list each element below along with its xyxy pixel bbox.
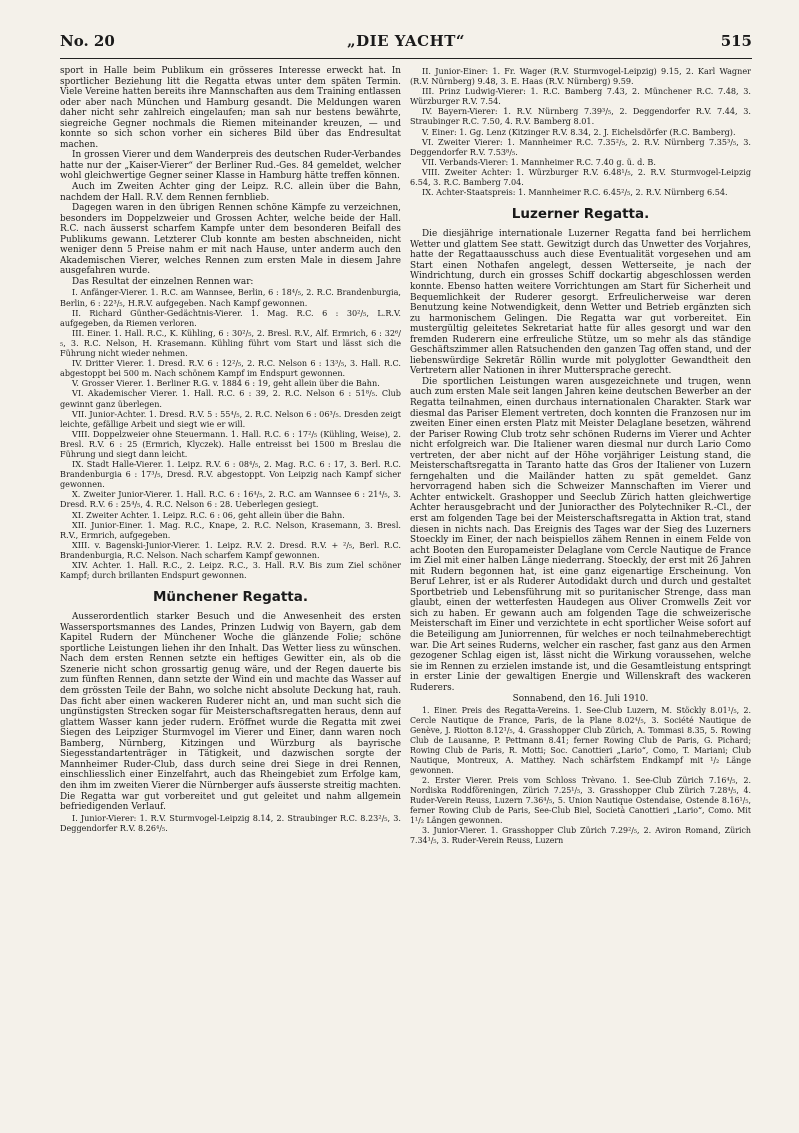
race-result: VIII. Doppelzweier ohne Steuermann. 1. Hall. R.C. 6 : 17²/₅ (Kühling, Weise), 2. Bresl. R.V. 6 : 25 (Ermrich, Klyczek). Halle entreisst bei 1500 m Breslau die Führung und siegt dann leicht. <box>60 428 401 459</box>
race-result: III. Einer. 1. Hall. R.C., K. Kühling, 6 : 30²/₅, 2. Bresl. R.V., Alf. Ermrich, 6 : 32⁶/₅, 3. R.C. Nelson, H. Krasemann. Kühling führt vom Start und lässt sich die Führung nicht wieder nehmen. <box>60 327 401 359</box>
race-result: I. Anfänger-Vierer. 1. R.C. am Wannsee, Berlin, 6 : 18⁴/₅, 2. R.C. Brandenburgia, Berlin, 6 : 22³/₅, H.R.V. aufgegeben. Nach Kampf gewonnen. <box>60 287 401 308</box>
race-result: IV. Dritter Vierer. 1. Dresd. R.V. 6 : 12²/₅, 2. R.C. Nelson 6 : 13³/₅, 3. Hall. R.C. abgestoppt bei 500 m. Nach schönem Kampf im Endspurt gewonnen. <box>60 358 401 379</box>
race-result: 3. Junior-Vierer. 1. Grasshopper Club Zürich 7.29²/₅, 2. Aviron Romand, Zürich 7.34¹/₅, 3. Ruder-Verein Reuss, Luzern <box>410 826 751 846</box>
page-number: 515 <box>720 32 752 50</box>
race-result: XI. Zweiter Achter. 1. Leipz. R.C. 6 : 06, geht allein über die Bahn. <box>72 509 345 520</box>
results-intro: Das Resultat der einzelnen Rennen war: <box>72 276 254 287</box>
header-rule <box>60 58 752 59</box>
race-result: V. Einer: 1. Gg. Lenz (Kitzinger R.V. 8.34, 2. J. Eichelsdörfer (R.C. Bamberg). <box>422 126 736 137</box>
race-result: II. Junior-Einer: 1. Fr. Wager (R.V. Sturmvogel-Leipzig) 9.15, 2. Karl Wagner (R.V. Nürnberg) 9.48, 3. E. Haas (R.V. Nürnberg) 9.59. <box>410 66 751 87</box>
race-result: XIV. Achter. 1. Hall. R.C., 2. Leipz. R.C., 3. Hall. R.V. Bis zum Ziel schöner Kampf; durch brillanten Endspurt gewonnen. <box>60 560 401 581</box>
race-result: IX. Achter-Staatspreis: 1. Mannheimer R.C. 6.45²/₅, 2. R.V. Nürnberg 6.54. <box>422 187 728 198</box>
lucerne-paragraph: Die diesjährige internationale Luzerner Regatta fand bei herrlichem Wetter und glattem See statt. Gewitzigt durch das Unwetter des Vorjahres, hatte der Regattaausschuss auch diese Eventualität vorgesehen und am Start einen Nothafen angelegt, dessen Wetterseite, je nach der Windrichtung, durch ein grosses Schiff dockartig abgeschlossen werden konnte. Ebenso hatten weitere Vorrichtungen am Start für Sicherheit und Bequemlichkeit der Ruderer gesorgt. Erfreulicherweise war deren Benutzung keine Notwendigkeit, denn Wetter und Betrieb ergänzten sich zu harmonischem Gelingen. Die Regatta war gut vorbereitet. Ein mustergültig geleitetes Sekretariat hatte für alles gesorgt und war den fremden Ruderern eine erfreuliche Stütze, um so mehr als das ständige Geschäftszimmer allen Ratsuchenden den ganzen Tag offen stand, und der liebenswürdige Sekretär Röllin wurde mit polyglotter Gewandtheit den Vertretern aller Nationen in ihrer Muttersprache gerecht. <box>410 229 751 377</box>
race-result: V. Grosser Vierer. 1. Berliner R.G. v. 1884 6 : 19, geht allein über die Bahn. <box>72 378 380 389</box>
race-result: III. Prinz Ludwig-Vierer: 1. R.C. Bamberg 7.43, 2. Münchener R.C. 7.48, 3. Würzburger R.V. 7.54. <box>410 86 751 107</box>
race-result: XIII. v. Bagenski-Junior-Vierer. 1. Leipz. R.V. 2. Dresd. R.V. + ²/₅, Berl. R.C. Brandenburgia, R.C. Nelson. Nach scharfem Kampf gewonnen. <box>60 539 401 560</box>
race-result: VI. Zweiter Vierer: 1. Mannheimer R.C. 7.35²/₅, 2. R.V. Nürnberg 7.35³/₅, 3. Deggendorfer R.V. 7.53⁸/₅. <box>410 136 751 157</box>
race-result: 1. Einer. Preis des Regatta-Vereins. 1. See-Club Luzern, M. Stöckly 8.01¹/₅, 2. Cercle Nautique de France, Paris, de la Plane 8.02⁴/₅, 3. Société Nautique de Genève, J. Riotton 8.12¹/₅, 4. Grasshopper Club Zürich, A. Tommasi 8.35, 5. Rowing Club de Lausanne, P. Pettmann 8.41; ferner Rowing Club de Paris, G. Pichard; Rowing Club de Paris, R. Motti; Soc. Canottieri „Lario“, Como, T. Mariani; Club Nautique, Montreux, A. Matthey. Nach schärfstem Endkampf mit ¹/₂ Länge gewonnen. <box>410 706 751 776</box>
journal-title: „DIE YACHT“ <box>346 32 466 50</box>
race-result: X. Zweiter Junior-Vierer. 1. Hall. R.C. 6 : 16⁴/₅, 2. R.C. am Wannsee 6 : 21⁴/₅, 3. Dresd. R.V. 6 : 25⁴/₅, 4. R.C. Nelson 6 : 28. Ueberlegen gesiegt. <box>60 489 401 510</box>
race-result: IV. Bayern-Vierer: 1. R.V. Nürnberg 7.39³/₅, 2. Deggendorfer R.V. 7.44, 3. Straubinger R.C. 7.50, 4. R.V. Bamberg 8.01. <box>410 106 751 127</box>
race-result: VII. Verbands-Vierer: 1. Mannheimer R.C. 7.40 g. ü. d. B. <box>422 156 656 167</box>
lucerne-paragraph: Die sportlichen Leistungen waren ausgezeichnete und trugen, wenn auch zum ersten Male seit langen Jahren keine deutschen Bewerber an der Regatta teilnahmen, einen durchaus internationalen Charakter. Stark war diesmal das Pariser Element vertreten, doch konnten die Franzosen nur im zweiten Einer einen ersten Platz mit Meister Delaglane besetzen, während der Pariser Rowing Club trotz sehr schönen Ruderns im Vierer und Achter nicht erfolgreich war. Die Italiener waren diesmal nur durch Lario Como vertreten, der aber nicht auf der Höhe vorjähriger Leistung stand, die Meisterschaftsregatta in Taranto hatte das Gros der Italiener von Luzern ferngehalten und die Mailänder hatten zu spät gemeldet. Ganz hervorragend haben sich die Schweizer Mannschaften im Vierer und Achter entwickelt. Grashopper und Seeclub Zürich hatten gleichwertige Achter herausgebracht und der Junioracther des Polytechniker R.-Cl., der erst am folgenden Tage bei der Meisterschaftsregatta in Aktion trat, stand diesen in nichts nach. Das Ereignis des Tages war der Sieg des Luzerners Stoeckly im Einer, der nach beispiellos zähem Rennen in einem Felde von acht Booten den Europameister Delaglane vom Cercle Nautique de France im Ziel mit einer halben Länge niederrang. Stoeckly, der erst mit 26 Jahren mit Rudern begonnen hat, ist eine ganz eigenartige Erscheinung. Von Beruf Lehrer, ist er als Ruderer Autodidakt durch und durch und gestaltet Sportbetrieb und Lebensführung mit so puritanischer Strenge, dass man glaubt, einen der wetterfesten Haudegen aus Oliver Cromwells Zeit vor sich zu haben. Er gewann auch am folgenden Tage die schweizerische Meisterschaft im Einer und verzichtete in echt sportlicher Weise sofort auf die Beteiligung am Juniorrennen, für welches er noch teilnahmeberechtigt war. Die Art seines Ruderns, welcher ein rascher, fast ganz aus den Armen gezogener Schlag eigen ist, lässt nicht die Wirkung voraussehen, welche sie im Rennen zu erzielen imstande ist, und die Gesamtleistung entspringt in erster Linie der gewaltigen Energie und Willenskraft des wackeren Ruderers. <box>410 376 751 693</box>
issue-number: No. 20 <box>60 32 115 50</box>
race-result: VI. Akademischer Vierer. 1. Hall. R.C. 6 : 39, 2. R.C. Nelson 6 : 51⁸/₅. Club gewinnt ganz überlegen. <box>60 388 401 409</box>
intro-paragraph: Auch im Zweiten Achter ging der Leipz. R.C. allein über die Bahn, nachdem der Hall. R.V. dem Rennen fernblieb. <box>60 182 401 203</box>
race-result: II. Richard Günther-Gedächtnis-Vierer. 1. Mag. R.C. 6 : 30²/₅, L.R.V. aufgegeben, da Riemen verloren. <box>60 307 401 328</box>
page-header <box>60 30 752 56</box>
left-column <box>60 66 401 1126</box>
race-result: XII. Junior-Einer. 1. Mag. R.C., Knape, 2. R.C. Nelson, Krasemann, 3. Bresl. R.V., Ermrich, aufgegeben. <box>60 519 401 540</box>
munich-paragraph: Ausserordentlich starker Besuch und die Anwesenheit des ersten Wassersportsmannes des Landes, Prinzen Ludwig von Bayern, gab dem Kapitel Rudern der Münchener Woche die glänzende Folie; schöne sportliche Leistungen liehen ihr den Inhalt. Das Wetter liess zu wünschen. Nach dem ersten Rennen setzte ein heftiges Gewitter ein, als ob die Szenerie nicht schon grossartig genug wäre, und der Regen dauerte bis zum fünften Rennen, dann setzte der Wind ein und machte das Wasser auf dem grössten Teile der Bahn, wo solche nicht absolute Deckung hat, rauh. Das ficht aber einen wackeren Ruderer nicht an, und man sucht sich die ungünstigsten Strecken sogar für Meisterschaftsregatten heraus, denn auf glattem Wasser kann jeder rudern. Eröffnet wurde die Regatta mit zwei Siegen des Leipziger Sturmvogel im Vierer und Einer, dann waren noch Bamberg, Nürnberg, Kitzingen und Würzburg als bayrische Siegesstandartenträger in Tätigkeit, und dazwischen sorgte der Mannheimer Ruder-Club, dass durch seine drei Siege in drei Rennen, einschliesslich einer Einzelfahrt, auch das Rheingebiet zum Erfolge kam, den ihm im zweiten Vierer die Nürnberger aufs äusserste streitig machten. Die Regatta war gut vorbereitet und gut geleitet und nahm allgemein befriedigenden Verlauf. <box>60 612 401 813</box>
munich-heading: Münchener Regatta. <box>152 589 309 606</box>
race-result: 2. Erster Vierer. Preis vom Schloss Trèvano. 1. See-Club Zürich 7.16⁴/₅, 2. Nordiska Roddföreningen, Zürich 7.25¹/₅, 3. Grasshopper Club Zürich 7.28⁴/₅, 4. Ruder-Verein Reuss, Luzern 7.36⁴/₅, 5. Union Nautique Ostendaise, Ostende 8.16¹/₅, ferner Rowing Club de Paris, See-Club Biel, Società Canottieri „Lario“, Como. Mit 1¹/₂ Längen gewonnen. <box>410 776 751 826</box>
lucerne-date: Sonnabend, den 16. Juli 1910. <box>512 694 649 705</box>
lucerne-heading: Luzerner Regatta. <box>511 206 650 223</box>
intro-paragraph: Dagegen waren in den übrigen Rennen schöne Kämpfe zu verzeichnen, besonders im Doppelzweier und Grossen Achter, welche beide der Hall. R.C. nach äusserst scharfem Kampfe unter dem besonderen Beifall des Publikums gewann. Letzterer Club konnte am besten abschneiden, nicht weniger denn 5 Preise nahm er mit nach Hause, unter anderm auch den Akademischen Vierer, welches Rennen zum ersten Male in diesem Jahre ausgefahren wurde. <box>60 203 401 277</box>
race-result: IX. Stadt Halle-Vierer. 1. Leipz. R.V. 6 : 08⁴/₅, 2. Mag. R.C. 6 : 17, 3. Berl. R.C. Brandenburgia 6 : 17³/₅, Dresd. R.V. abgestoppt. Von Leipzig nach Kampf sicher gewonnen. <box>60 459 401 490</box>
right-column <box>410 66 751 1126</box>
race-result: VII. Junior-Achter. 1. Dresd. R.V. 5 : 55⁴/₅, 2. R.C. Nelson 6 : 06³/₅. Dresden zeigt leichte, gefällige Arbeit und siegt wie er will. <box>60 408 401 429</box>
intro-paragraph: In grossen Vierer und dem Wanderpreis des deutschen Ruder-Verbandes hatte nur der „Kaiser-Vierer“ der Berliner Rud.-Ges. 84 gemeldet, welcher wohl gleichwertige Gegner seiner Klasse in Hamburg hätte treffen können. <box>60 150 401 182</box>
race-result: VIII. Zweiter Achter: 1. Würzburger R.V. 6.48¹/₅, 2. R.V. Sturmvogel-Leipzig 6.54, 3. R.C. Bamberg 7.04. <box>410 166 751 188</box>
race-result: I. Junior-Vierer: 1. R.V. Sturmvogel-Leipzig 8.14, 2. Straubinger R.C. 8.23²/₅, 3. Deggendorfer R.V. 8.26⁴/₅. <box>60 812 401 833</box>
intro-paragraph: sport in Halle beim Publikum ein grösseres Interesse erweckt hat. In sportlicher Beziehung litt die Regatta etwas unter dem späten Termin. Viele Vereine hatten bereits ihre Mannschaften aus dem Training entlassen oder aber nach München und Hamburg gesandt. Die Meldungen waren daher nicht sehr zahlreich eingelaufen; man sah nur bestens bewährte, siegreiche Gegner nochmals die Riemen miteinander kreuzen, — und konnte so sich schon vorher ein sicheres Bild über das Endresultat machen. <box>60 66 401 150</box>
